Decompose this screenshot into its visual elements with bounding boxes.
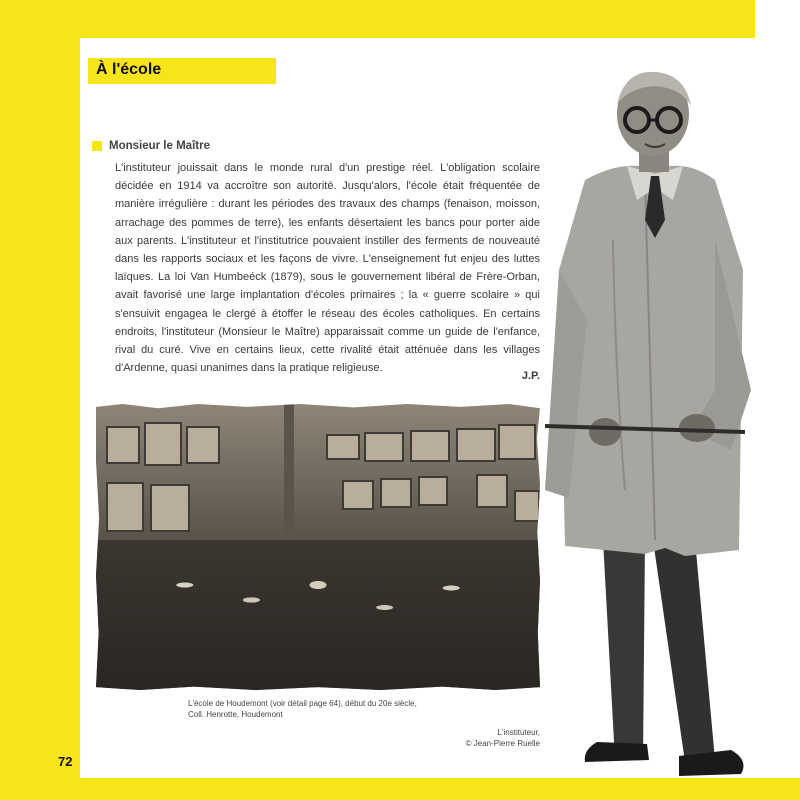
- portrait-credit-line2: © Jean-Pierre Ruelle: [465, 739, 540, 748]
- section-heading: [92, 139, 210, 153]
- photo-caption: [188, 698, 488, 720]
- portrait-credit-line1: L'instituteur,: [497, 728, 540, 737]
- yellow-frame-left: [0, 0, 80, 800]
- teacher-portrait: [545, 70, 755, 790]
- title-bar: [88, 58, 276, 84]
- article-body: L'instituteur jouissait dans le monde rural d'un prestige réel. L'obligation scolaire décidée en 1914 va accroître son autorité. Jusqu'alors, l'école était fréquentée de manière irrégulière : durant les périodes des travaux des champs (fenaison, moisson, arrachage des pommes de terre), les enfants désertaient les bancs pour porter aide aux parents. L'instituteur et l'institutrice pouvaient instiller des ferments de nouveauté dans les rapports sociaux et les façons de vivre. L'enseignement fut enjeu des luttes laïques. La loi Van Humbeéck (1879), sous le gouvernement libéral de Frère-Orban, avait favorisé une large implantation d'écoles primaires ; la « guerre scolaire » qui s'ensuivit engagea le clergé à étoffer le réseau des écoles catholiques. En certains endroits, l'instituteur (Monsieur le Maître) apparaissait comme un guide de l'enfance, rival du curé. Vive en certains lieux, cette rivalité était atténuée dans les villages d'Ardenne, quasi unanimes dans la pratique religieuse.: [115, 162, 540, 375]
- portrait-credit: [420, 727, 540, 749]
- article-signature: J.P.: [521, 370, 540, 382]
- photo-caption-line2: Coll. Henrotte, Houdemont: [188, 710, 283, 719]
- page-title: À l'école: [96, 61, 162, 78]
- page-number: 72: [58, 754, 73, 769]
- section-heading-text: Monsieur le Maître: [109, 140, 210, 152]
- yellow-square-bullet-icon: [92, 141, 102, 151]
- yellow-frame-top: [0, 0, 755, 38]
- photo-caption-line1: L'école de Houdemont (voir détail page 64), début du 20e siècle,: [188, 699, 417, 708]
- classroom-photo: [96, 404, 540, 690]
